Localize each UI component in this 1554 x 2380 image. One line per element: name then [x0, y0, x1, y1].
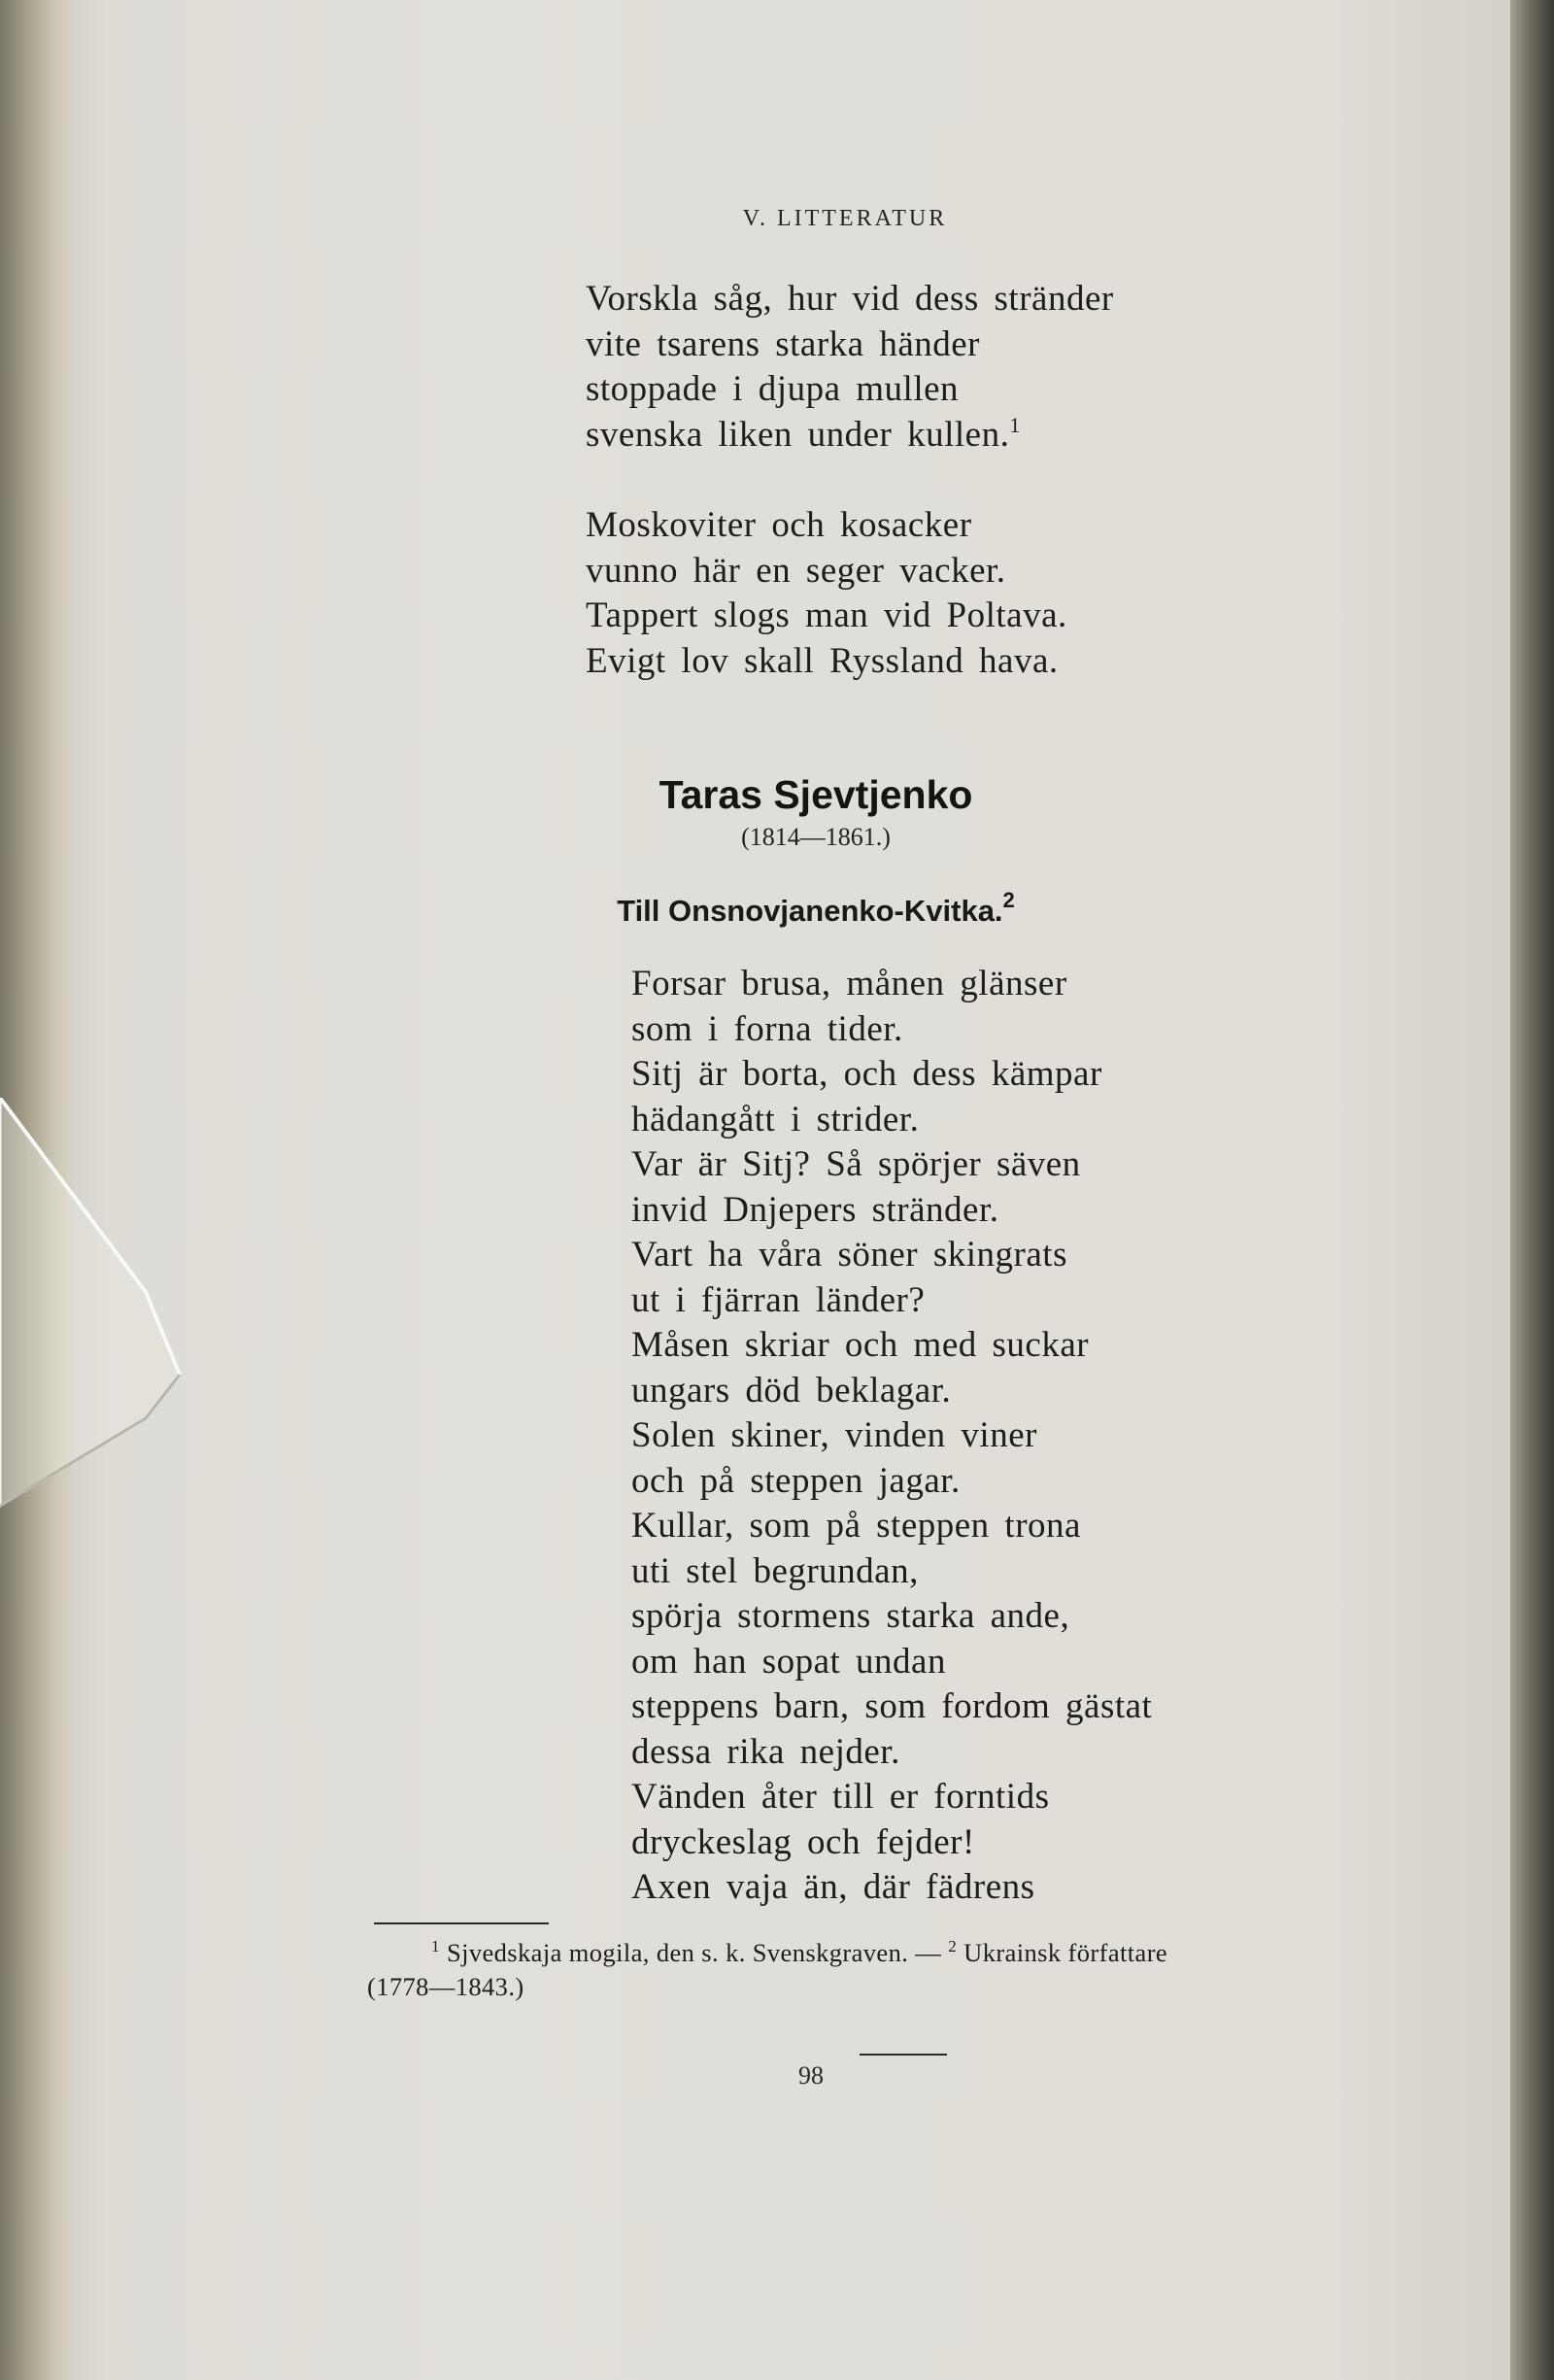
- poem-line: stoppade i djupa mullen: [586, 369, 960, 409]
- footnote-mark: 1: [431, 1937, 440, 1955]
- poem-line: Vart ha våra söner skingrats: [631, 1235, 1067, 1275]
- footnote-mark: 2: [1002, 888, 1015, 912]
- poem-line: som i forna tider.: [631, 1008, 903, 1049]
- page-edge-shadow: [1510, 0, 1554, 2380]
- poem-line: Forsar brusa, månen glänser: [631, 964, 1067, 1003]
- transparent-bookmark: [0, 1098, 185, 1545]
- footnote-line: [367, 1936, 1465, 1970]
- footnote-text: Ukrainsk författare: [963, 1938, 1168, 1967]
- poem-line: vite tsarens starka händer: [586, 323, 980, 364]
- poem-line: invid Dnjepers stränder.: [631, 1189, 999, 1230]
- author-heading: Taras Sjevtjenko: [659, 772, 973, 817]
- footnotes: [367, 1936, 1465, 2004]
- author-dates: (1814—1861.): [741, 823, 891, 851]
- poem-line: vunno här en seger vacker.: [586, 550, 1006, 591]
- poem-line: Moskoviter och kosacker: [586, 505, 972, 545]
- poem-line: spörja stormens starka ande,: [631, 1596, 1070, 1636]
- poem-line: svenska liken under kullen.$^1$: [586, 412, 1021, 455]
- poem-line: Vänden åter till er forntids: [631, 1777, 1050, 1817]
- poem-line: Måsen skriar och med suckar: [631, 1325, 1090, 1365]
- poem-line: Solen skiner, vinden viner: [631, 1415, 1037, 1455]
- poem-line: om han sopat undan: [631, 1641, 946, 1682]
- poem-line: Axen vaja än, där fädrens: [631, 1867, 1035, 1907]
- poem-line: hädangått i strider.: [631, 1099, 920, 1139]
- page-number-rule: [860, 2054, 947, 2056]
- footnote-text: Sjvedskaja mogila, den s. k. Svenskgraven. —: [446, 1938, 942, 1967]
- footnote-rule: [374, 1922, 549, 1924]
- poem-line: steppens barn, som fordom gästat: [631, 1686, 1153, 1726]
- poem-vorskla: [586, 277, 1114, 684]
- footnote-mark: 1: [1009, 412, 1021, 437]
- poem-line: Kullar, som på steppen trona: [631, 1506, 1081, 1546]
- poem-line: dessa rika nejder.: [631, 1731, 900, 1772]
- poem-line: ut i fjärran länder?: [631, 1279, 926, 1320]
- poem-line: Sitj är borta, och dess kämpar: [631, 1054, 1102, 1094]
- poem-line: Vorskla såg, hur vid dess stränder: [586, 279, 1114, 319]
- poem-line: Var är Sitj? Så spörjer säven: [631, 1144, 1081, 1184]
- poem-line: Evigt lov skall Ryssland hava.: [586, 640, 1059, 681]
- poem-line: Tappert slogs man vid Poltava.: [586, 595, 1067, 635]
- footnote-line: (1778—1843.): [367, 1972, 524, 2001]
- poem-line: uti stel begrundan,: [631, 1550, 919, 1591]
- poem-line: ungars död beklagar.: [631, 1370, 952, 1411]
- running-head: V. LITTERATUR: [742, 206, 948, 231]
- page-number: 98: [798, 2061, 824, 2090]
- poem-onsnovjanenko: [631, 962, 1152, 1911]
- footnote-mark: 2: [948, 1937, 958, 1955]
- poem-title: Till Onsnovjanenko-Kvitka.$^2$: [617, 888, 1015, 928]
- poem-line: och på steppen jagar.: [631, 1460, 961, 1501]
- poem-line: dryckeslag och fejder!: [631, 1821, 975, 1862]
